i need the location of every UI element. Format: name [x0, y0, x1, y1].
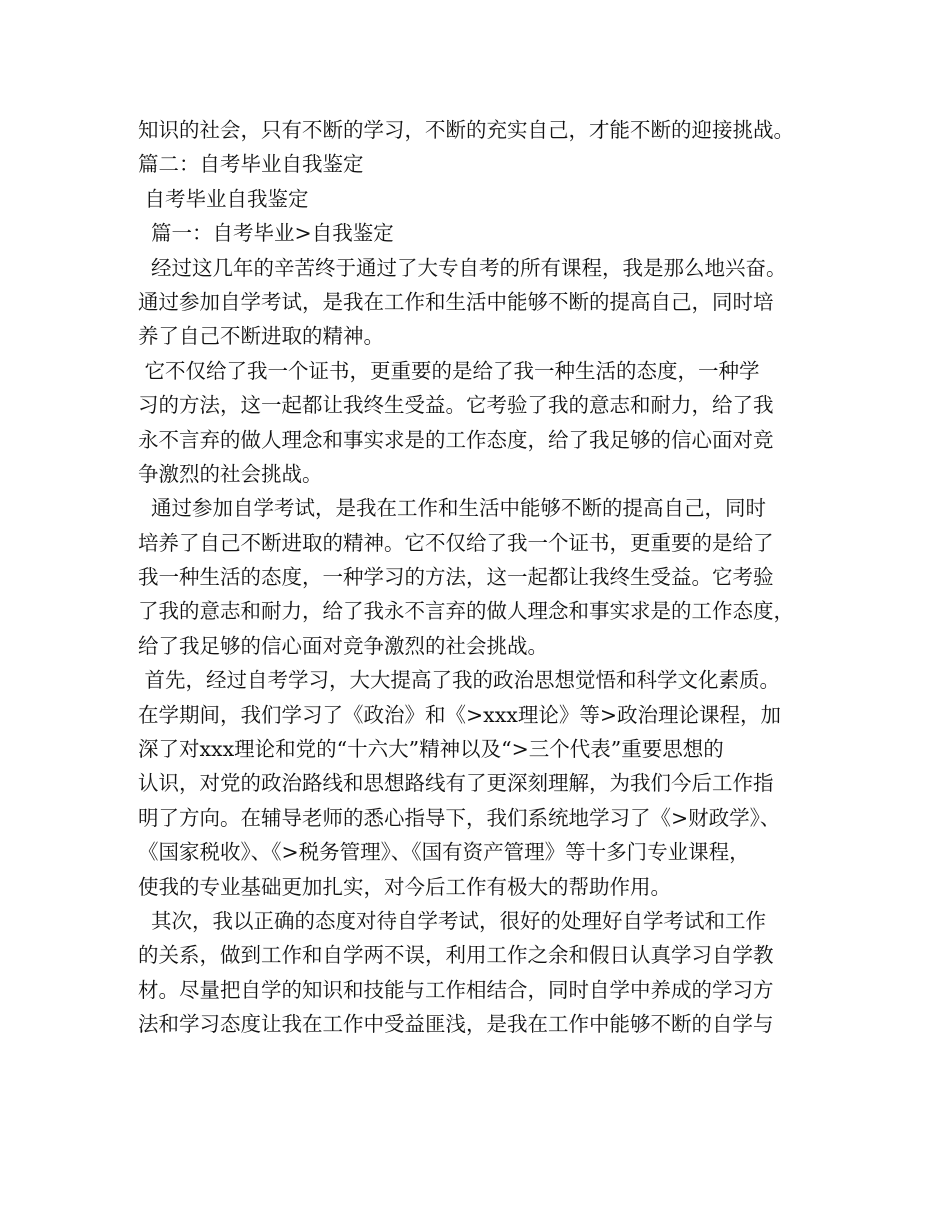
- text-line: 它不仅给了我一个证书，更重要的是给了我一种生活的态度，一种学: [138, 358, 760, 383]
- text-line: 其次，我以正确的态度对待自学考试，很好的处理好自学考试和工作: [138, 908, 767, 933]
- text-line: 了我的意志和耐力，给了我永不言弃的做人理念和事实求是的工作态度，: [138, 599, 794, 624]
- text-line: 通过参加自学考试，是我在工作和生活中能够不断的提高自己，同时: [138, 496, 767, 521]
- document-title: 自考毕业自我鉴定: [138, 186, 309, 211]
- text-line: 首先，经过自考学习，大大提高了我的政治思想觉悟和科学文化素质。: [138, 668, 781, 693]
- text-line: 在学期间，我们学习了《政治》和《>xxx理论》等>政治理论课程，加: [138, 702, 782, 727]
- text-line: 《国家税收》、《>税务管理》、《国有资产管理》等十多门专业课程，: [138, 840, 750, 865]
- text-line: 永不言弃的做人理念和事实求是的工作态度，给了我足够的信心面对竞: [138, 427, 774, 452]
- text-line: 习的方法，这一起都让我终生受益。它考验了我的意志和耐力，给了我: [138, 393, 774, 418]
- text-line: 给了我足够的信心面对竞争激烈的社会挑战。: [138, 633, 548, 658]
- text-line: 材。尽量把自学的知识和技能与工作相结合，同时自学中养成的学习方: [138, 977, 774, 1002]
- section-heading: 篇二：自考毕业自我鉴定: [138, 152, 364, 177]
- text-line: 培养了自己不断进取的精神。它不仅给了我一个证书，更重要的是给了: [138, 530, 774, 555]
- text-line: 我一种生活的态度，一种学习的方法，这一起都让我终生受益。它考验: [138, 565, 774, 590]
- text-line: 使我的专业基础更加扎实，对今后工作有极大的帮助作用。: [138, 874, 671, 899]
- subsection-heading: 篇一：自考毕业>自我鉴定: [138, 221, 394, 246]
- text-line: 争激烈的社会挑战。: [138, 461, 323, 486]
- text-line: 通过参加自学考试，是我在工作和生活中能够不断的提高自己，同时培: [138, 289, 774, 314]
- text-line: 经过这几年的辛苦终于通过了大专自考的所有课程，我是那么地兴奋。: [138, 255, 787, 280]
- text-line: 养了自己不断进取的精神。: [138, 324, 384, 349]
- text-line: 法和学习态度让我在工作中受益匪浅，是我在工作中能够不断的自学与: [138, 1012, 774, 1037]
- document-body: [138, 113, 828, 1042]
- text-line: 明了方向。在辅导老师的悉心指导下，我们系统地学习了《>财政学》、: [138, 805, 781, 830]
- text-line: 认识，对党的政治路线和思想路线有了更深刻理解，为我们今后工作指: [138, 771, 774, 796]
- text-line: 的关系，做到工作和自学两不误，利用工作之余和假日认真学习自学教: [138, 943, 774, 968]
- text-line: 深了对xxx理论和党的“十六大”精神以及“>三个代表”重要思想的: [138, 737, 724, 762]
- text-line: 知识的社会，只有不断的学习，不断的充实自己，才能不断的迎接挑战。: [138, 118, 794, 142]
